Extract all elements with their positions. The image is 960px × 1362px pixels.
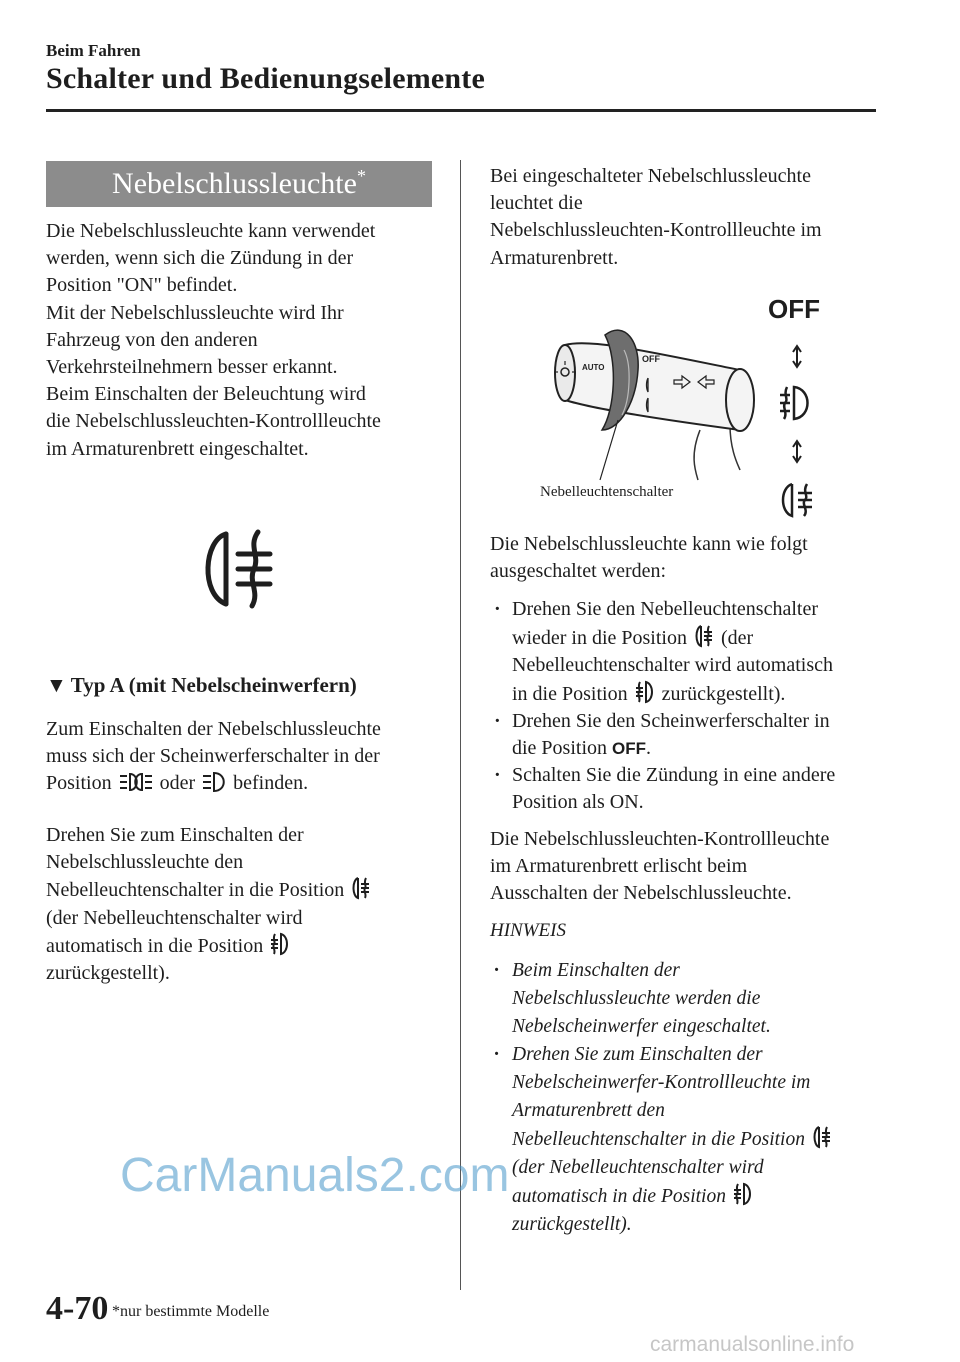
text-line: im Armaturenbrett eingeschaltet. <box>46 437 309 460</box>
rear-fog-light-icon <box>812 1125 832 1149</box>
rear-fog-light-icon <box>196 526 286 612</box>
stalk-auto-label: AUTO <box>582 363 605 372</box>
text-span: befinden. <box>233 772 309 795</box>
text-line: · Drehen Sie zum Einschalten der <box>512 1044 763 1065</box>
text-line: Zum Einschalten der Nebelschlussleuchte <box>46 718 381 740</box>
text-line: Fahrzeug von den anderen <box>46 328 258 351</box>
right-intro-paragraph <box>490 163 890 272</box>
subheading-text: Typ A (mit Nebelscheinwerfern) <box>70 673 357 697</box>
footnote: *nur bestimmte Modelle <box>112 1303 270 1320</box>
text-span: automatisch in die Position <box>46 934 264 957</box>
text-line: Nebelschlussleuchte den <box>46 851 244 874</box>
text-line: zurückgestellt). <box>512 1214 632 1235</box>
text-line: (der Nebelleuchtenschalter wird <box>46 906 303 929</box>
text-line: Nebelschlussleuchten-Kontrollleuchte im <box>490 219 822 242</box>
text-line: Mit der Nebelschlussleuchte wird Ihr <box>46 301 344 324</box>
text-span: Position <box>46 772 112 795</box>
text-line <box>512 1182 894 1211</box>
off-label: OFF <box>768 294 820 324</box>
text-line: Ausschalten der Nebelschlussleuchte. <box>490 882 792 905</box>
text-span: (der <box>720 627 754 650</box>
text-line: Verkehrsteilnehmern besser erkannt. <box>46 356 338 379</box>
text-line: im Armaturenbrett erlischt beim <box>490 855 748 878</box>
text-span: . <box>646 737 652 760</box>
text-line <box>512 1125 894 1154</box>
page-number: 4-70 <box>46 1290 109 1327</box>
text-line: Drehen Sie zum Einschalten der <box>46 824 304 846</box>
section-title: Nebelschlussleuchte <box>112 167 357 200</box>
figure-caption: Nebelleuchtenschalter <box>540 484 674 500</box>
text-span: die Position <box>512 737 608 760</box>
intro-paragraph <box>46 218 446 463</box>
front-fog-light-icon <box>780 387 808 419</box>
text-line: ausgeschaltet werden: <box>490 560 667 583</box>
front-fog-light-icon <box>270 932 290 956</box>
headlight-icon <box>202 771 226 793</box>
text-span: oder <box>159 772 196 795</box>
text-line: Nebelscheinwerfer-Kontrollleuchte im <box>512 1072 811 1093</box>
text-line: Armaturenbrett. <box>490 246 619 269</box>
text-line <box>512 680 894 708</box>
optional-mark: * <box>356 166 366 186</box>
list-item <box>494 708 894 762</box>
text-line: Beim Einschalten der Beleuchtung wird <box>46 383 366 406</box>
text-line: zurückgestellt). <box>46 962 170 985</box>
subheading <box>46 673 446 698</box>
indicator-off-paragraph <box>490 826 890 908</box>
rear-fog-light-icon <box>694 624 714 648</box>
text-line: Die Nebelschlussleuchten-Kontrollleuchte <box>490 828 830 850</box>
text-line: werden, wenn sich die Zündung in der <box>46 247 354 270</box>
column-divider <box>460 160 461 1290</box>
note-item <box>494 957 894 1041</box>
text-line: Nebelleuchtenschalter wird automatisch <box>512 654 833 677</box>
text-span: Nebelleuchtenschalter in die Position <box>46 879 345 902</box>
note-item <box>494 1041 894 1239</box>
text-line: muss sich der Scheinwerferschalter in der <box>46 745 380 768</box>
watermark-right: carmanualsonline.info <box>650 1333 855 1356</box>
note-heading: HINWEIS <box>490 920 566 941</box>
text-span: Nebelleuchtenschalter in die Position <box>512 1129 805 1150</box>
text-line: Position als ON. <box>512 791 644 814</box>
stalk-off-label: OFF <box>642 354 660 364</box>
text-line <box>46 770 446 797</box>
text-span: wieder in die Position <box>512 627 687 650</box>
header-rule <box>46 109 876 112</box>
watermark-left: CarManuals2.com <box>120 1149 510 1202</box>
text-line <box>46 876 446 904</box>
rear-fog-light-icon <box>351 876 371 900</box>
text-line: · Schalten Sie die Zündung in eine andere <box>512 764 836 787</box>
text-line: leuchtet die <box>490 192 583 215</box>
front-fog-light-icon <box>733 1182 753 1206</box>
section-label: Beim Fahren <box>46 41 141 60</box>
rear-fog-light-icon <box>783 484 812 516</box>
list-item <box>494 762 894 816</box>
triangle-bullet-icon: ▼ <box>46 673 67 697</box>
text-span: zurückgestellt). <box>661 682 786 705</box>
text-line: Die Nebelschlussleuchte kann wie folgt <box>490 533 808 555</box>
text-span: automatisch in die Position <box>512 1186 726 1207</box>
activation-paragraph <box>46 822 446 987</box>
text-line: Bei eingeschalteter Nebelschlussleuchte <box>490 165 811 187</box>
note-list <box>494 957 894 1239</box>
text-line: die Nebelschlussleuchten-Kontrollleuchte <box>46 410 381 433</box>
text-line <box>46 932 446 960</box>
text-line: Nebelschlussleuchte werden die <box>512 988 761 1009</box>
text-span: in die Position <box>512 682 628 705</box>
text-line: Armaturenbrett den <box>512 1100 665 1121</box>
off-symbol: OFF <box>612 739 647 759</box>
section-title-bar <box>46 161 432 207</box>
deactivation-list <box>494 596 894 817</box>
type-a-paragraph <box>46 716 446 798</box>
text-line: · Drehen Sie den Scheinwerferschalter in <box>512 709 830 732</box>
text-line: · Beim Einschalten der <box>512 960 680 981</box>
text-line: Nebelscheinwerfer eingeschaltet. <box>512 1016 771 1037</box>
parking-light-icon <box>119 771 153 793</box>
text-line: (der Nebelleuchtenschalter wird <box>512 1157 764 1178</box>
deactivation-paragraph <box>490 531 890 585</box>
text-line: · Drehen Sie den Nebelleuchtenschalter <box>512 598 818 620</box>
text-line <box>512 735 894 762</box>
text-line: Position "ON" befindet. <box>46 274 238 297</box>
chapter-title: Schalter und Bedienungselemente <box>46 62 486 95</box>
front-fog-light-icon <box>635 680 655 704</box>
text-line: Die Nebelschlussleuchte kann verwendet <box>46 220 376 242</box>
text-line <box>512 624 894 652</box>
list-item <box>494 596 894 708</box>
